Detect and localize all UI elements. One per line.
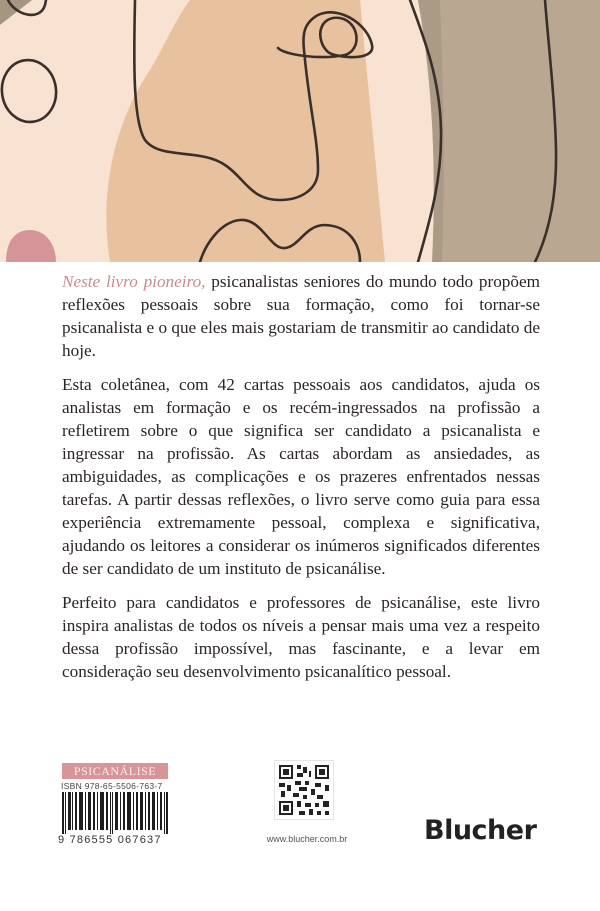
blurb-text: psicanalistas seniores do mundo todo propõem reflexões pessoais sobre sua formação, como foi tornar-se psicanalista e o que eles mais gostariam de transmitir ao candidato de hoje. — [62, 272, 540, 360]
barcode-icon — [62, 792, 168, 834]
isbn-label: ISBN 978-65-5506-763-7 — [61, 781, 163, 791]
cover-illustration — [0, 0, 600, 262]
blurb-paragraph-2: Esta coletânea, com 42 cartas pessoais aos candidatos, ajuda os analistas em formação e os recém-ingressados na profissão a refletirem sobre o que significa ser candidato a psicanalista e ingressar na profissão. As cartas abordam as ansiedades, as ambiguidades, as complicações e os prazeres enfrentados nessas tarefas. A partir dessas reflexões, o livro serve como guia para essa experiência extremamente pessoal, complexa e significativa, ajudando os leitores a considerar os inúmeros significados diferentes de ser candidato de um instituto de psicanálise. — [62, 375, 540, 578]
blurb-lead-phrase: Neste livro pioneiro, — [62, 272, 206, 291]
abstract-face-art — [0, 0, 600, 262]
blurb-paragraph-1 — [62, 270, 540, 362]
category-label: PSICANÁLISE — [62, 763, 168, 779]
barcode-number: 9 786555 067637 — [58, 834, 162, 846]
publisher-website-link[interactable]: www.blucher.com.br — [266, 834, 348, 844]
qr-code-icon[interactable] — [274, 760, 334, 820]
back-cover-blurb — [62, 270, 540, 694]
blurb-paragraph-3: Perfeito para candidatos e professores de psicanálise, este livro inspira analistas de todos os níveis a pensar mais uma vez a respeito dessa profissão impossível, mas fascinante, e a levar em consideração seu desenvolvimento psicanalítico pessoal. — [62, 593, 540, 681]
publisher-logo: Blucher — [424, 815, 537, 846]
